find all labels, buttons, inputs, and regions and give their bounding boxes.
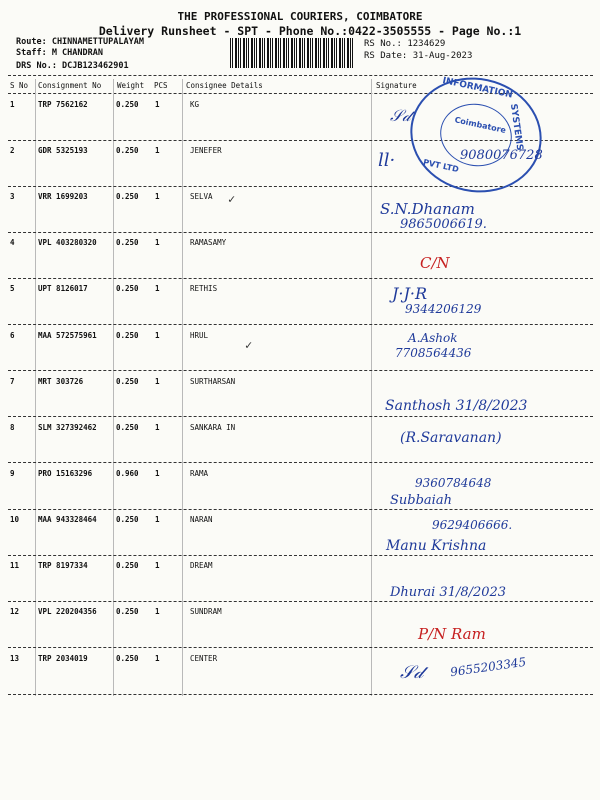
drs-number: DRS No.: DCJB123462901 <box>16 61 129 71</box>
row-separator <box>8 370 593 371</box>
row-consignee: NARAN <box>190 515 213 524</box>
row-consignment: MAA 572575961 <box>38 331 97 340</box>
handwritten-signature: Subbaiah <box>390 493 452 508</box>
row-consignment: MRT 303726 <box>38 377 84 386</box>
row-consignee: SURTHARSAN <box>190 377 236 386</box>
row-weight: 0.250 <box>116 515 139 524</box>
handwritten-phone: 9080076728 <box>460 148 543 163</box>
rs-number: RS No.: 1234629 <box>364 39 446 49</box>
row-consignment: MAA 943328464 <box>38 515 97 524</box>
row-sno: 9 <box>10 469 15 478</box>
row-consignee: KG <box>190 100 200 109</box>
row-separator <box>8 462 593 463</box>
handwritten-phone: 9655203345 <box>449 654 527 680</box>
handwritten-name: A.Ashok <box>408 331 458 345</box>
row-separator <box>8 694 593 695</box>
row-separator <box>8 416 593 417</box>
row-sno: 4 <box>10 238 15 247</box>
handwritten-signature: 𝒮𝒹 <box>400 662 424 683</box>
row-pcs: 1 <box>155 515 160 524</box>
row-consignment: GDR 5325193 <box>38 146 88 155</box>
row-separator <box>8 509 593 510</box>
handwritten-signature: J·J·R <box>392 284 428 303</box>
column-line <box>35 79 36 696</box>
row-separator <box>8 278 593 279</box>
row-pcs: 1 <box>155 469 160 478</box>
handwritten-note: C/N <box>420 254 450 272</box>
row-weight: 0.250 <box>116 146 139 155</box>
col-pcs: PCS <box>154 81 168 90</box>
row-weight: 0.960 <box>116 469 139 478</box>
row-sno: 10 <box>10 515 20 524</box>
row-sno: 5 <box>10 284 15 293</box>
row-sno: 7 <box>10 377 15 386</box>
handwritten-phone: 9629406666. <box>432 518 513 532</box>
handwritten-signature: 𝒮𝒹 <box>390 106 411 125</box>
row-pcs: 1 <box>155 192 160 201</box>
check-mark-icon: ✓ <box>245 338 253 352</box>
row-weight: 0.250 <box>116 607 139 616</box>
route-label: Route: CHINNAMETTUPALAYAM <box>16 37 144 47</box>
row-consignee: SELVA <box>190 192 213 201</box>
row-sno: 6 <box>10 331 15 340</box>
rs-date: RS Date: 31-Aug-2023 <box>364 51 473 61</box>
col-weight: Weight <box>117 81 145 90</box>
row-pcs: 1 <box>155 377 160 386</box>
check-mark-icon: ✓ <box>228 192 236 206</box>
row-sno: 3 <box>10 192 15 201</box>
handwritten-signature: Manu Krishna <box>386 538 487 554</box>
row-consignment: UPT 8126017 <box>38 284 88 293</box>
row-weight: 0.250 <box>116 284 139 293</box>
row-consignment: PRO 15163296 <box>38 469 93 478</box>
row-sno: 1 <box>10 100 15 109</box>
row-consignee: DREAM <box>190 561 213 570</box>
row-weight: 0.250 <box>116 331 139 340</box>
row-separator <box>8 324 593 325</box>
company-seal: INFORMATION SYSTEMS Coimbatore PVT LTD <box>400 66 553 205</box>
row-sno: 8 <box>10 423 15 432</box>
row-consignment: TRP 7562162 <box>38 100 88 109</box>
row-separator <box>8 647 593 648</box>
row-pcs: 1 <box>155 238 160 247</box>
col-consignment: Consignment No <box>38 81 102 90</box>
row-pcs: 1 <box>155 331 160 340</box>
column-line <box>113 79 114 696</box>
row-consignee: RAMASAMY <box>190 238 227 247</box>
row-pcs: 1 <box>155 654 160 663</box>
row-weight: 0.250 <box>116 100 139 109</box>
handwritten-phone: 9344206129 <box>405 302 482 316</box>
row-consignee: CENTER <box>190 654 218 663</box>
handwritten-signature: Dhurai 31/8/2023 <box>390 585 507 600</box>
row-consignee: RETHIS <box>190 284 218 293</box>
col-sno: S No <box>10 81 29 90</box>
row-consignee: SANKARA IN <box>190 423 236 432</box>
row-separator <box>8 232 593 233</box>
row-consignee: JENEFER <box>190 146 222 155</box>
row-pcs: 1 <box>155 284 160 293</box>
row-weight: 0.250 <box>116 238 139 247</box>
handwritten-name: S.N.Dhanam <box>380 200 475 218</box>
col-consignee: Consignee Details <box>186 81 263 90</box>
row-pcs: 1 <box>155 607 160 616</box>
row-consignment: VRR 1699203 <box>38 192 88 201</box>
row-consignee: HRUL <box>190 331 209 340</box>
row-weight: 0.250 <box>116 561 139 570</box>
handwritten-signature: (R.Saravanan) <box>400 430 502 446</box>
row-pcs: 1 <box>155 423 160 432</box>
row-pcs: 1 <box>155 146 160 155</box>
header-top-rule <box>8 75 593 76</box>
row-weight: 0.250 <box>116 423 139 432</box>
company-title: THE PROFESSIONAL COURIERS, COIMBATORE <box>177 10 423 23</box>
row-consignment: VPL 220204356 <box>38 607 97 616</box>
handwritten-note: P/N Ram <box>418 625 486 643</box>
row-sno: 11 <box>10 561 20 570</box>
row-consignee: SUNDRAM <box>190 607 222 616</box>
handwritten-phone: 9360784648 <box>415 476 492 490</box>
handwritten-signature: ll· <box>378 150 396 171</box>
row-separator <box>8 601 593 602</box>
column-line <box>371 79 372 696</box>
row-weight: 0.250 <box>116 654 139 663</box>
runsheet-title: Delivery Runsheet - SPT - Phone No.:0422-3505555 - Page No.:1 <box>98 24 522 38</box>
handwritten-phone: 9865006619. <box>400 217 487 232</box>
row-sno: 13 <box>10 654 20 663</box>
staff-label: Staff: M CHANDRAN <box>16 48 103 58</box>
barcode <box>230 38 355 68</box>
row-separator <box>8 555 593 556</box>
row-pcs: 1 <box>155 100 160 109</box>
handwritten-signature: Santhosh 31/8/2023 <box>385 398 528 414</box>
row-weight: 0.250 <box>116 192 139 201</box>
col-signature: Signature <box>376 81 417 90</box>
row-sno: 12 <box>10 607 20 616</box>
row-consignment: SLM 327392462 <box>38 423 97 432</box>
row-sno: 2 <box>10 146 15 155</box>
row-consignment: TRP 8197334 <box>38 561 88 570</box>
row-consignment: TRP 2034019 <box>38 654 88 663</box>
column-line <box>182 79 183 696</box>
handwritten-phone: 7708564436 <box>395 346 472 360</box>
row-weight: 0.250 <box>116 377 139 386</box>
row-consignment: VPL 403280320 <box>38 238 97 247</box>
row-pcs: 1 <box>155 561 160 570</box>
row-consignee: RAMA <box>190 469 209 478</box>
